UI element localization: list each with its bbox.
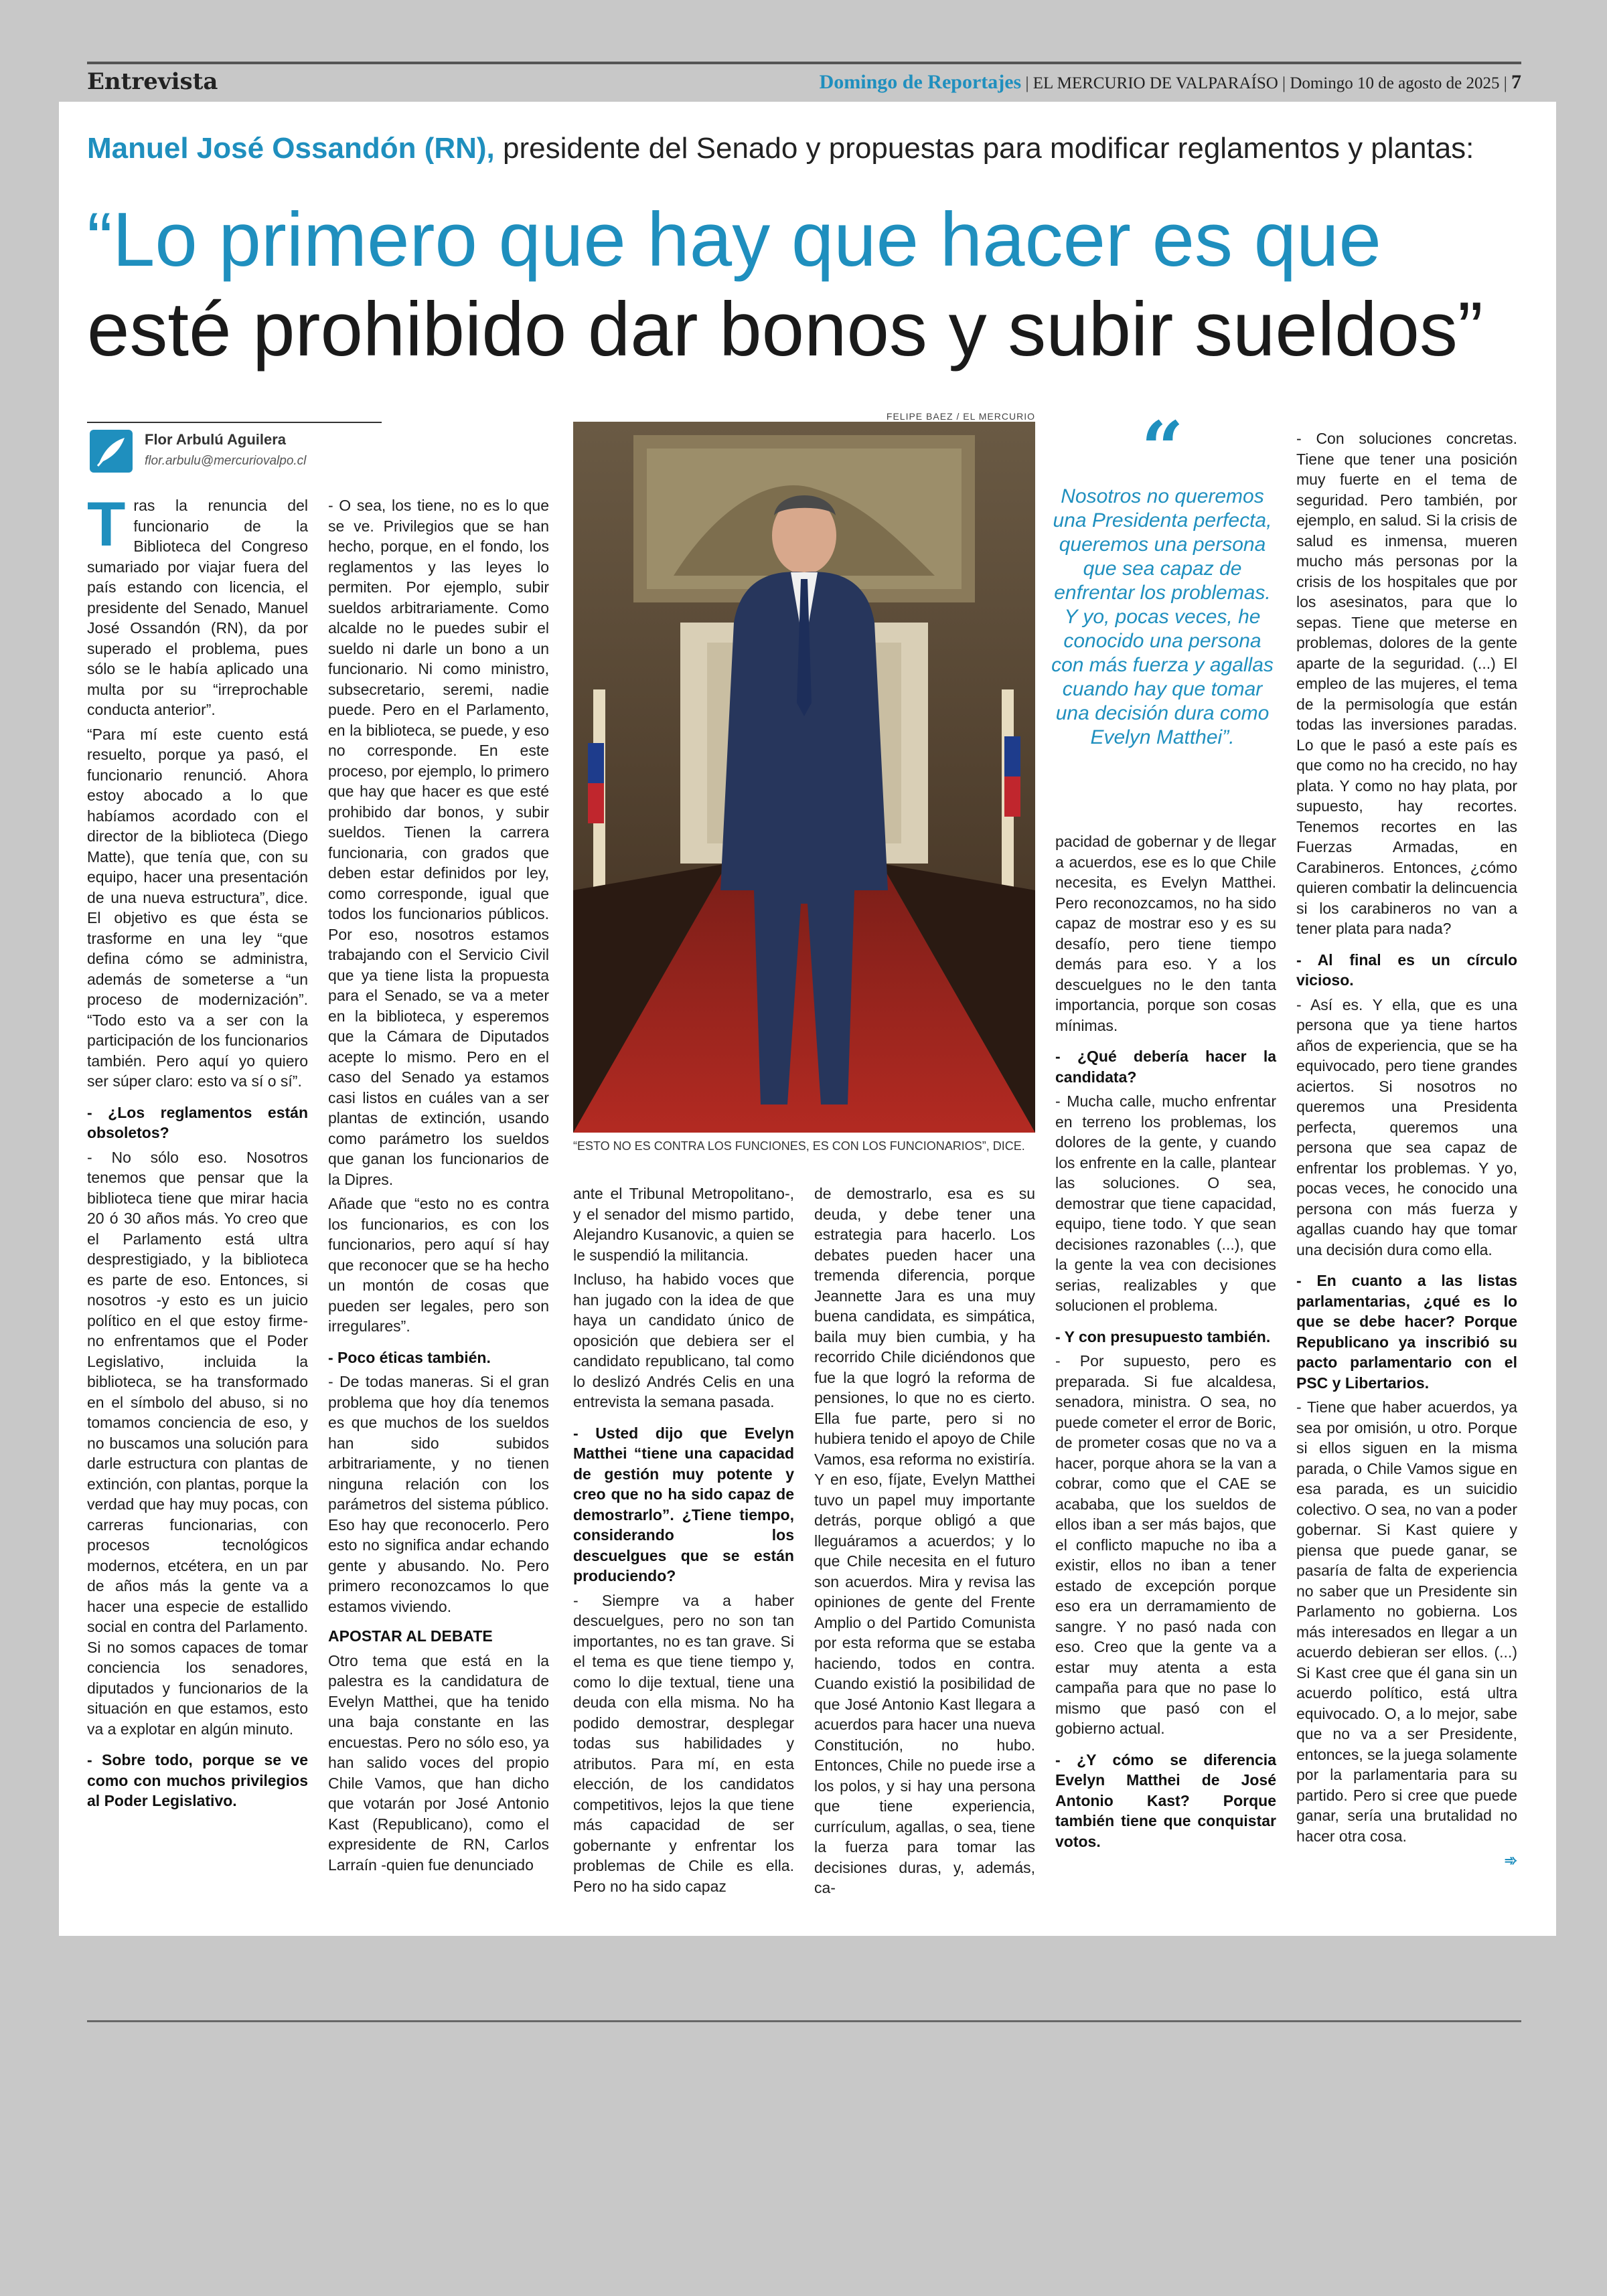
body-paragraph: Otro tema que está en la palestra es la candidatura de Evelyn Matthei, que ha tenido una baja constante en las encuestas. Pero no sólo eso, ya han salido voces del propio Chile Vamos, que han dicho que votarán por José Antonio Kast (Republicano), como el expresidente de RN, Carlos Larraín -quien fue denunciado: [328, 1651, 549, 1874]
interview-question: - Al final es un círculo vicioso.: [1296, 951, 1517, 989]
article-column-1: [87, 489, 308, 1815]
quill-icon: [90, 430, 133, 473]
article-column-5: [1055, 831, 1276, 1856]
photo-credit: FELIPE BAEZ / EL MERCURIO: [886, 411, 1035, 422]
lead-photo: [573, 411, 1035, 1153]
body-paragraph: ante el Tribunal Metropolitano-, y el senador del mismo partido, Alejandro Kusanovic, a quien se le suspendió la militancia.: [573, 1185, 794, 1264]
interview-question: - Sobre todo, porque se ve como con muchos privilegios al Poder Legislativo.: [87, 1751, 308, 1809]
body-paragraph: “Para mí este cuento está resuelto, porque ya pasó, el funcionario renunció. Ahora estoy abocado a lo que habíamos acordado con el director de la biblioteca (Diego Matte), que tenía que, con su equipo, hacer una presentación de una nueva estructura”, dice. El objetivo es que ésta se trasforme en una ley “que defina cómo se administra, además de someterse a “un proceso de modernización”. “Todo esto va a ser con la participación de los funcionarios también. Pero aquí yo quiero ser súper claro: esto va sí o sí”.: [87, 725, 308, 1090]
interview-question: - En cuanto a las listas parlamentarias, ¿qué es lo que se debe hacer? Porque Republicano ya inscribió su pacto parlamentario con el PSC y Libertarios.: [1296, 1272, 1517, 1392]
pull-quote: [1049, 405, 1276, 750]
drop-cap: T: [87, 489, 126, 559]
pull-quote-text: Nosotros no queremos una Presidenta perfecta, queremos una persona que sea capaz de enfrentar los problemas. Y yo, pocas veces, he conocido una persona con más fuerza y agallas cuando hay que tomar una decisión dura como Evelyn Matthei”.: [1051, 485, 1274, 748]
section-label: Entrevista: [87, 68, 218, 95]
photo-caption: “ESTO NO ES CONTRA LOS FUNCIONES, ES CON LOS FUNCIONARIOS”, DICE.: [573, 1139, 1025, 1153]
supplement-name: Domingo de Reportajes: [819, 71, 1022, 93]
masthead: [820, 71, 1521, 94]
byline: [87, 422, 382, 478]
lead-text: ras la renuncia del funcionario de la Biblioteca del Congreso sumariado por viajar fuera del país estando con licencia, el presidente del Senado, Manuel José Ossandón (RN), da por superado el problema, pues sólo se le había aplicado una multa por su “irreprochable conducta anterior”.: [87, 497, 308, 718]
body-paragraph: - O sea, los tiene, no es lo que se ve. Privilegios que se han hecho, porque, en el fondo, los reglamentos y las leyes lo permiten. Por ejemplo, subir sueldos arbitrariamente. Como alcalde no le puedes subir el sueldo ni darle un bono a un funcionario. Ni como ministro, subsecretario, seremi, nadie puede. Pero en el Parlamento, en la biblioteca, se puede, y eso no corresponde. En este proceso, por ejemplo, lo primero que hay que hacer es que esté prohibido dar bonos, y subir sueldos. Tienen la carrera funcionaria, con grados que deben estar definidos por ley, como corresponde, igual que todos los funcionarios públicos. Por eso, nosotros estamos trabajando con el Servicio Civil que ya tiene lista la propuesta para el Senado, se va a meter en la biblioteca, y esperemos que la Cámara de Diputados acepte lo mismo. Pero en el caso del Senado ya estamos casi listos en cuáles van a ser plantas de extinción, usando como parámetro los sueldos que ganan los funcionarios de la Dipres.: [328, 497, 549, 1188]
body-paragraph: - Así es. Y ella, que es una persona que ya tiene hartos años de experiencia, que se ha equivocado, pero tiene grandes aciertos. Si nosotros no queremos una Presidenta perfecta, queremos una persona que sea capaz de enfrentar los problemas. Y yo, pocas veces, he conocido una persona con más fuerza y agallas cuando hay que tomar una decisión dura como ella.: [1296, 995, 1517, 1258]
headline-line-1: “Lo primero que hay que hacer es que: [87, 197, 1381, 282]
body-paragraph: de demostrarlo, esa es su deuda, y debe tener una estrategia para hacerlo. Los debates pueden hacer una tremenda diferencia, porque Jeannette Jara es una muy buena candidata, es simpática, baila muy bien cumbia, y ha recorrido Chile diciéndonos que fue la que logró la reforma de pensiones, lo que no es cierto. Ella fue parte, pero si no hubiera tenido el apoyo de Chile Vamos, esa reforma no existiría. Y en eso, fíjate, Evelyn Matthei tuvo un papel muy importante detrás, porque obligó a que lleguáramos a acuerdos; y lo que Chile necesita en el futuro son acuerdos. Mira y revisa las opiniones de gente del Frente Amplio o del Partido Comunista por esta reforma que se estaba haciendo, todos en contra. Cuando existió la posibilidad de que José Antonio Kast llegara a acuerdos para hacer una nueva Constitución, no hubo. Entonces, Chile no puede irse a los polos, y si hay una persona que tiene experiencia, currículum, agallas, o sea, tiene la fuerza para tomar las decisiones duras, y, además, ca-: [814, 1185, 1035, 1896]
article-page: [59, 102, 1556, 1936]
body-paragraph: - De todas maneras. Si el gran problema que hoy día tenemos es que muchos de los sueldos han sido subidos arbitrariamente, y no tienen ninguna relación con los parámetros del sistema público. Eso hay que reconocerlo. Pero esto no significa andar echando gente y abusando. No. Pero primero reconozcamos lo que estamos viviendo.: [328, 1373, 549, 1615]
author-email[interactable]: flor.arbulu@mercuriovalpo.cl: [145, 454, 307, 468]
continue-arrow-icon: ➾: [1504, 1852, 1517, 1869]
body-paragraph: - Siempre va a haber descuelgues, pero no son tan importantes, no es tan grave. Si el tema es que tiene tiempo y, como lo dije textual, tiene una deuda con ella misma. No ha podido demostrar, desplegar todas sus habilidades y atributos. Para mí, en esta elección, de los candidatos competitivos, lejos la que tiene más capacidad de ser gobernante y enfrentar los problemas de Chile es ella. Pero no ha sido capaz: [573, 1591, 794, 1895]
quote-mark-icon: “: [1141, 405, 1184, 491]
page-number: 7: [1511, 71, 1521, 93]
interview-question: - ¿Y cómo se diferencia Evelyn Matthei de José Antonio Kast? Porque también tiene que conquistar votos.: [1055, 1750, 1276, 1850]
lead-paragraph: [87, 489, 308, 720]
interview-question: - ¿Los reglamentos están obsoletos?: [87, 1103, 308, 1141]
body-paragraph: Añade que “esto no es contra los funcionarios, es con los funcionarios, pero aquí sí hay que reconocer que se ha hecho un montón de cosas que pueden ser legales, pero son irregulares”.: [328, 1195, 549, 1335]
masthead-separator: |: [1503, 74, 1511, 92]
section-subhead: APOSTAR AL DEBATE: [328, 1627, 493, 1645]
article-column-3: [573, 1183, 794, 1900]
headline-line-2: esté prohibido dar bonos y subir sueldos”: [87, 287, 1483, 372]
kicker-text: presidente del Senado y propuestas para modificar reglamentos y plantas:: [494, 132, 1474, 165]
interview-question: - Y con presupuesto también.: [1055, 1327, 1271, 1345]
body-paragraph: pacidad de gobernar y de llegar a acuerdos, ese es lo que Chile necesita, es Evelyn Matthei. Pero reconozcamos, no ha sido capaz de mostrar eso y es su desafío, pero tiene tiempo demás para eso. Y a los descuelgues no le den tanta importancia, porque son cosas mínimas.: [1055, 833, 1276, 1034]
headline: [87, 195, 1533, 375]
kicker-name: Manuel José Ossandón (RN),: [87, 132, 495, 165]
masthead-separator: |: [1282, 74, 1290, 92]
interview-question: - ¿Qué debería hacer la candidata?: [1055, 1048, 1276, 1086]
page-divider: [87, 2020, 1521, 2022]
interview-question: - Poco éticas también.: [328, 1348, 491, 1366]
body-paragraph: - Por supuesto, pero es preparada. Si fue alcaldesa, senadora, ministra. O sea, no puede cometer el error de Boric, de prometer cosas que no va a hacer, porque ahora se la van a cobrar, como que el CAE se acababa, que los sueldos de ellos iban a ser más bajos, que el conflicto mapuche no iba a existir, ellos no iban a tener estado de excepción porque eso era un derramamiento de sangre. Y no pasó nada con eso. Creo que la gente va a estar muy atenta a esta campaña para que no pase lo mismo que pasó con el gobierno actual.: [1055, 1352, 1276, 1737]
body-paragraph: - Con soluciones concretas. Tiene que tener una posición muy fuerte en el tema de seguridad. Pero también, por ejemplo, en salud. Si la crisis de salud es inmensa, mueren mucho más personas por la crisis de los hospitales que por los asesinatos, para que lo sepas. Tiene que meterse en problemas, dolores de la gente aparte de la seguridad. (...) El empleo de las mujeres, el tema de la permisología que están todas las inversiones paradas. Lo que le pasó a este país es que como no ha crecido, no hay plata. Y como no hay plata, por supuesto, hay recortes. Tenemos recortes en las Fuerzas Armadas, en Carabineros. Entonces, ¿cómo quieren combatir la delincuencia si los carabineros no van a tener plata para nada?: [1296, 430, 1517, 937]
body-paragraph: Incluso, ha habido voces que han jugado con la idea de que haya un candidato único de oposición que debiera ser el candidato republicano, tal como lo deslizó Andrés Celis en una entrevista la semana pasada.: [573, 1270, 794, 1410]
masthead-separator: |: [1025, 74, 1033, 92]
article-column-6: [1296, 428, 1517, 1875]
kicker: [87, 130, 1533, 167]
interview-question: - Usted dijo que Evelyn Matthei “tiene una capacidad de gestión muy potente y creo que no ha sido capaz de demostrarlo”. ¿Tiene tiempo, considerando los descuelgues que se están produciendo?: [573, 1424, 794, 1584]
body-paragraph: - Mucha calle, mucho enfrentar en terreno los problemas, los dolores de la gente, y cuando los enfrente en la calle, plantear las soluciones. O sea, demostrar que tiene capacidad, equipo, tiene todo. Y que sean decisiones razonables (...), que la gente la vea con decisiones serias, realizables y que solucionen el problema.: [1055, 1092, 1276, 1314]
top-bar: [87, 62, 1521, 104]
newspaper-name: EL MERCURIO DE VALPARAÍSO: [1032, 74, 1278, 92]
body-paragraph: - No sólo eso. Nosotros tenemos que pensar que la biblioteca tiene que mirar hacia 20 ó 30 años más. Yo creo que el Parlamento está ultra desprestigiado, y la biblioteca es parte de eso. Entonces, si nosotros -y esto es un juicio político en el que estoy firme- no enfrentamos que el Poder Legislativo, incluida la biblioteca, se ha transformado en el símbolo del abuso, si no tomamos conciencia de eso, y no buscamos una solución para darle estructura con plantas de extinción, con plantas, porque la verdad que hay muy pocas, con carreras funcionarias, con procesos tecnológicos modernos, etcétera, en un par de años más la gente va a hacer una especie de estallido social en contra del Parlamento. Si no somos capaces de tomar conciencia los senadores, diputados y funcionarios de la situación en que estamos, esto va a explotar en algún minuto.: [87, 1148, 308, 1738]
article-column-4: [814, 1183, 1035, 1902]
article-column-2: [328, 495, 549, 1879]
author-name: Flor Arbulú Aguilera: [145, 431, 287, 448]
body-paragraph: - Tiene que haber acuerdos, ya sea por omisión, u otro. Porque si ellos siguen en la misma parada, o Chile Vamos sigue en esa parada, es un suicidio colectivo. O sea, no van a poder gobernar. Si Kast quiere y piensa que puede ganar, se pasaría de falta de experiencia no saber que un Presidente sin Parlamento no gobierna. Los más interesados en llegar a un acuerdo debieran ser ellos. (...) Si Kast cree que él gana sin un acuerdo político, está ultra equivocado. O, a lo mejor, sabe que no va a ser Presidente, entonces, se la juega solamente por la parlamentaria para su partido. Pero si cree que puede ganar, sería una brutalidad no hacer otra cosa.: [1296, 1398, 1517, 1845]
issue-date: Domingo 10 de agosto de 2025: [1290, 74, 1500, 92]
senate-chamber-photo: [573, 422, 1035, 1133]
